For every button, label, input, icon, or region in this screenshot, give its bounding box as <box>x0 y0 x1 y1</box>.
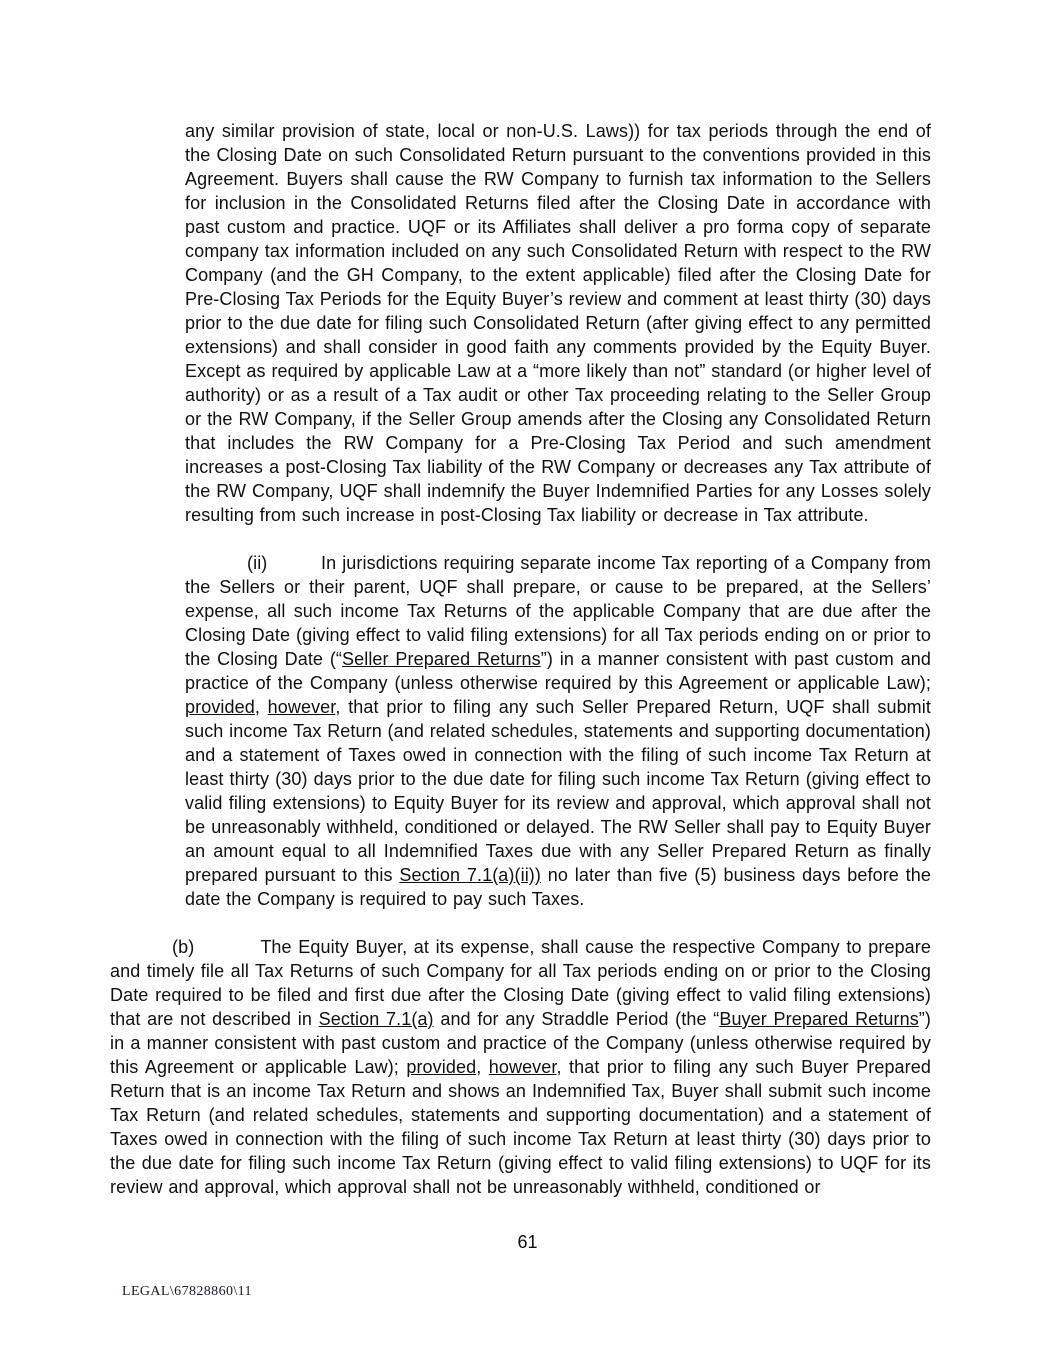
underlined-term: however <box>267 697 336 717</box>
paragraph-consolidated-returns <box>185 119 931 527</box>
text-run: no later than five (5) business days before the date the Company is required to pay such Taxes. <box>185 865 931 909</box>
text-run: , that prior to filing any such Buyer Prepared Return that is an income Tax Return and shows an Indemnified Tax, Buyer shall submit such income Tax Return (and related schedules, statements and supporting documentation) and a statement of Taxes owed in connection with the filing of such income Tax Return at least thirty (30) days prior to the due date for filing such income Tax Return (giving effect to valid filing extensions) to UQF for its review and approval, which approval shall not be unreasonably withheld, conditioned or <box>110 1057 931 1197</box>
underlined-term: however <box>488 1057 557 1077</box>
text-run: , that prior to filing any such Seller Prepared Return, UQF shall submit such income Tax Return (and related schedules, statements and supporting documentation) and a statement of Taxes owed in connection with the filing of such income Tax Return at least thirty (30) days prior to the due date for filing such income Tax Return (giving effect to valid filing extensions) to Equity Buyer for its review and approval, which approval shall not be unreasonably withheld, conditioned or delayed. The RW Seller shall pay to Equity Buyer an amount equal to all Indemnified Taxes due with any Seller Prepared Return as finally prepared pursuant to this <box>185 697 931 885</box>
page-number: 61 <box>517 1232 538 1252</box>
text-run: (ii) In jurisdictions requiring separate income Tax reporting of a Company from the Sellers or their parent, UQF shall prepare, or cause to be prepared, at the Sellers’ expense, all such income Tax Returns of the applicable Company that are due after the Closing Date (giving effect to valid filing extensions) for all Tax periods ending on or prior to the Closing Date (“ <box>185 553 931 669</box>
text-run: , <box>254 697 268 717</box>
underlined-term: Seller Prepared Returns <box>342 649 541 669</box>
paragraph-clause-b <box>110 935 931 1199</box>
text-run: any similar provision of state, local or non-U.S. Laws)) for tax periods through the end of the Closing Date on such Consolidated Return pursuant to the conventions provided in this Agreement. Buyers shall cause the RW Company to furnish tax information to the Sellers for inclusion in the Consolidated Returns filed after the Closing Date in accordance with past custom and practice. UQF or its Affiliates shall deliver a pro forma copy of separate company tax information included on any such Consolidated Return with respect to the RW Company (and the GH Company, to the extent applicable) filed after the Closing Date for Pre-Closing Tax Periods for the Equity Buyer’s review and comment at least thirty (30) days prior to the due date for filing such Consolidated Return (after giving effect to any permitted extensions) and shall consider in good faith any comments provided by the Equity Buyer. Except as required by applicable Law at a “more likely than not” standard (or higher level of authority) or as a result of a Tax audit or other Tax proceeding relating to the Seller Group or the RW Company, if the Seller Group amends after the Closing any Consolidated Return that includes the RW Company for a Pre-Closing Tax Period and such amendment increases a post-Closing Tax liability of the RW Company or decreases any Tax attribute of the RW Company, UQF shall indemnify the Buyer Indemnified Parties for any Losses solely resulting from such increase in post-Closing Tax liability or decrease in Tax attribute. <box>185 121 931 525</box>
document-id-footer: LEGAL\67828860\11 <box>122 1284 252 1299</box>
text-run: and for any Straddle Period (the “ <box>433 1009 720 1029</box>
underlined-term: provided <box>185 697 255 717</box>
paragraph-clause-ii <box>185 551 931 911</box>
document-body <box>0 119 1055 1199</box>
text-run: (b) The Equity Buyer, at its expense, shall cause the respective Company to prepare and timely file all Tax Returns of such Company for all Tax periods ending on or prior to the Closing Date required to be filed and first due after the Closing Date (giving effect to valid filing extensions) that are not described in <box>110 937 931 1029</box>
underlined-term: Buyer Prepared Returns <box>719 1009 919 1029</box>
text-run: , <box>476 1057 489 1077</box>
underlined-term: Section 7.1(a) <box>318 1009 434 1029</box>
text-run: ”) in a manner consistent with past custom and practice of the Company (unless otherwise required by this Agreement or applicable Law); <box>110 1009 931 1077</box>
underlined-term: provided <box>406 1057 477 1077</box>
text-run: ”) in a manner consistent with past custom and practice of the Company (unless otherwise required by this Agreement or applicable Law); <box>185 649 931 693</box>
underlined-term: Section 7.1(a)(ii)) <box>399 865 541 885</box>
